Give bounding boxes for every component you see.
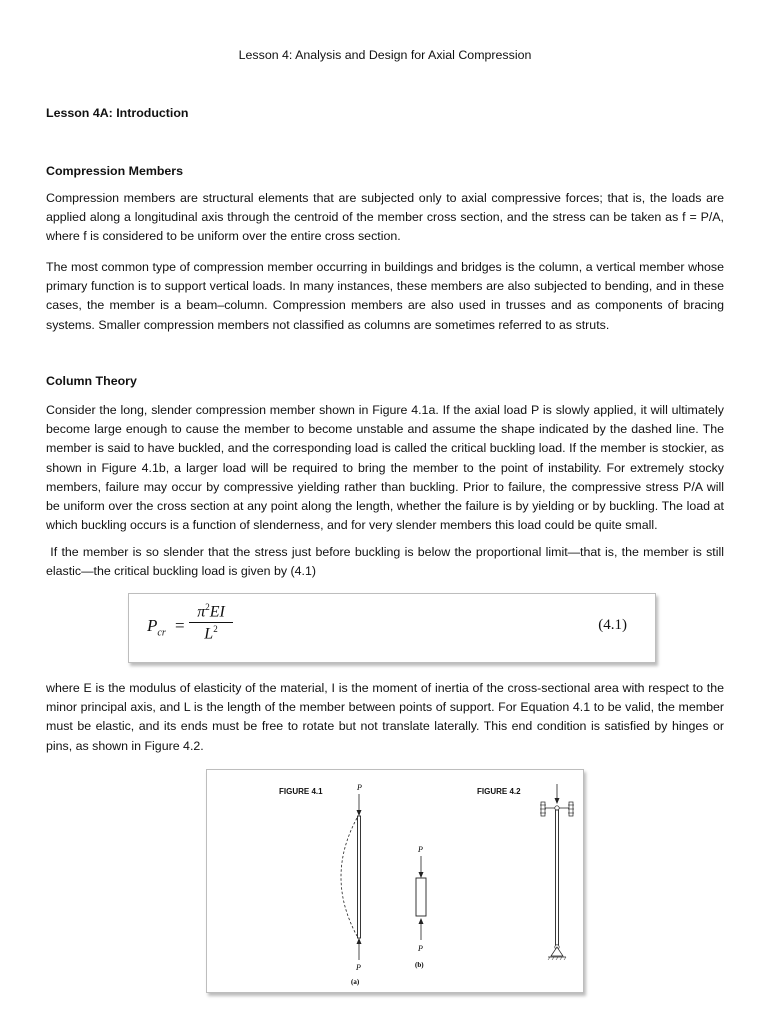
figure-4-2-label: FIGURE 4.2 xyxy=(477,787,521,796)
lesson-title: Lesson 4: Analysis and Design for Axial Compression xyxy=(238,48,532,62)
paragraph-column-theory-1: Consider the long, slender compression member shown in Figure 4.1a. If the axial load P is slowly applied, it will ultimately become large enough to cause the member to become unstable and assume the shape indicated by the dashed line. The member is said to have buckled, and the corresponding load is called the critical buckling load. If the member is stockier, as shown in Figure 4.1b, a larger load will be required to bring the member to the point of instability. For extremely stocky members, failure may occur by compressive yielding rather than buckling. Prior to failure, the compressive stress P/A will be uniform over the cross section at any point along the length, whether the failure is by yielding or by buckling. The load at which buckling occurs is a function of slenderness, and for very slender members this load could be quite small. xyxy=(46,403,724,533)
figure-4-1-label: FIGURE 4.1 xyxy=(279,787,323,796)
paragraph-column-theory-2: If the member is so slender that the stress just before buckling is below the proportional limit—that is, the member is still elastic—the critical buckling load is given by (4.1) xyxy=(46,545,728,579)
load-label-top-b: P xyxy=(418,845,423,854)
subfigure-a-label: (a) xyxy=(351,978,360,986)
load-label-top-a: P xyxy=(357,783,362,792)
figure-4-1b-column xyxy=(415,845,426,969)
figure-box xyxy=(206,769,584,993)
load-label-bottom-b: P xyxy=(418,944,423,953)
paragraph-compression-2: The most common type of compression member occurring in buildings and bridges is the column, a vertical member whose primary function is to support vertical loads. In many instances, these members are also subjected to bending, and in these cases, the member is a beam–column. Compression members are also used in trusses and as components of bracing systems. Smaller compression members not classified as columns are sometimes referred to as struts. xyxy=(46,260,724,332)
section-heading-column-theory: Column Theory xyxy=(46,374,137,388)
equation-box xyxy=(128,593,656,663)
load-label-bottom-a: P xyxy=(356,963,361,972)
equation-numerator: $\pi^2EI$ xyxy=(189,602,233,623)
lesson-subtitle: Lesson 4A: Introduction xyxy=(46,106,189,120)
equation-denominator: $L^2$ xyxy=(204,624,218,643)
figure-4-2-pinned-column xyxy=(540,784,574,960)
paragraph-column-theory-3: where E is the modulus of elasticity of the material, I is the moment of inertia of the cross-sectional area with respect to the minor principal axis, and L is the length of the member between points of support. For Equation 4.1 to be valid, the member must be elastic, and its ends must be free to rotate but not translate laterally. This end condition is satisfied by hinges or pins, as shown in Figure 4.2. xyxy=(46,681,724,753)
section-heading-compression-members: Compression Members xyxy=(46,164,184,178)
equation-number: (4.1) xyxy=(598,617,627,633)
figure-4-1a-column xyxy=(341,783,362,986)
equation-fraction xyxy=(189,602,233,644)
paragraph-compression-1: Compression members are structural elements that are subjected only to axial compressive forces; that is, the loads are applied along a longitudinal axis through the centroid of the member cross section, and the stress can be taken as f = P/A, where f is considered to be uniform over the entire cross section. xyxy=(46,191,724,244)
equation-equals: = xyxy=(175,616,185,635)
equation-lhs: $P_{cr}$ xyxy=(147,616,166,639)
subfigure-b-label: (b) xyxy=(415,961,424,969)
figure-drawing xyxy=(207,770,583,992)
